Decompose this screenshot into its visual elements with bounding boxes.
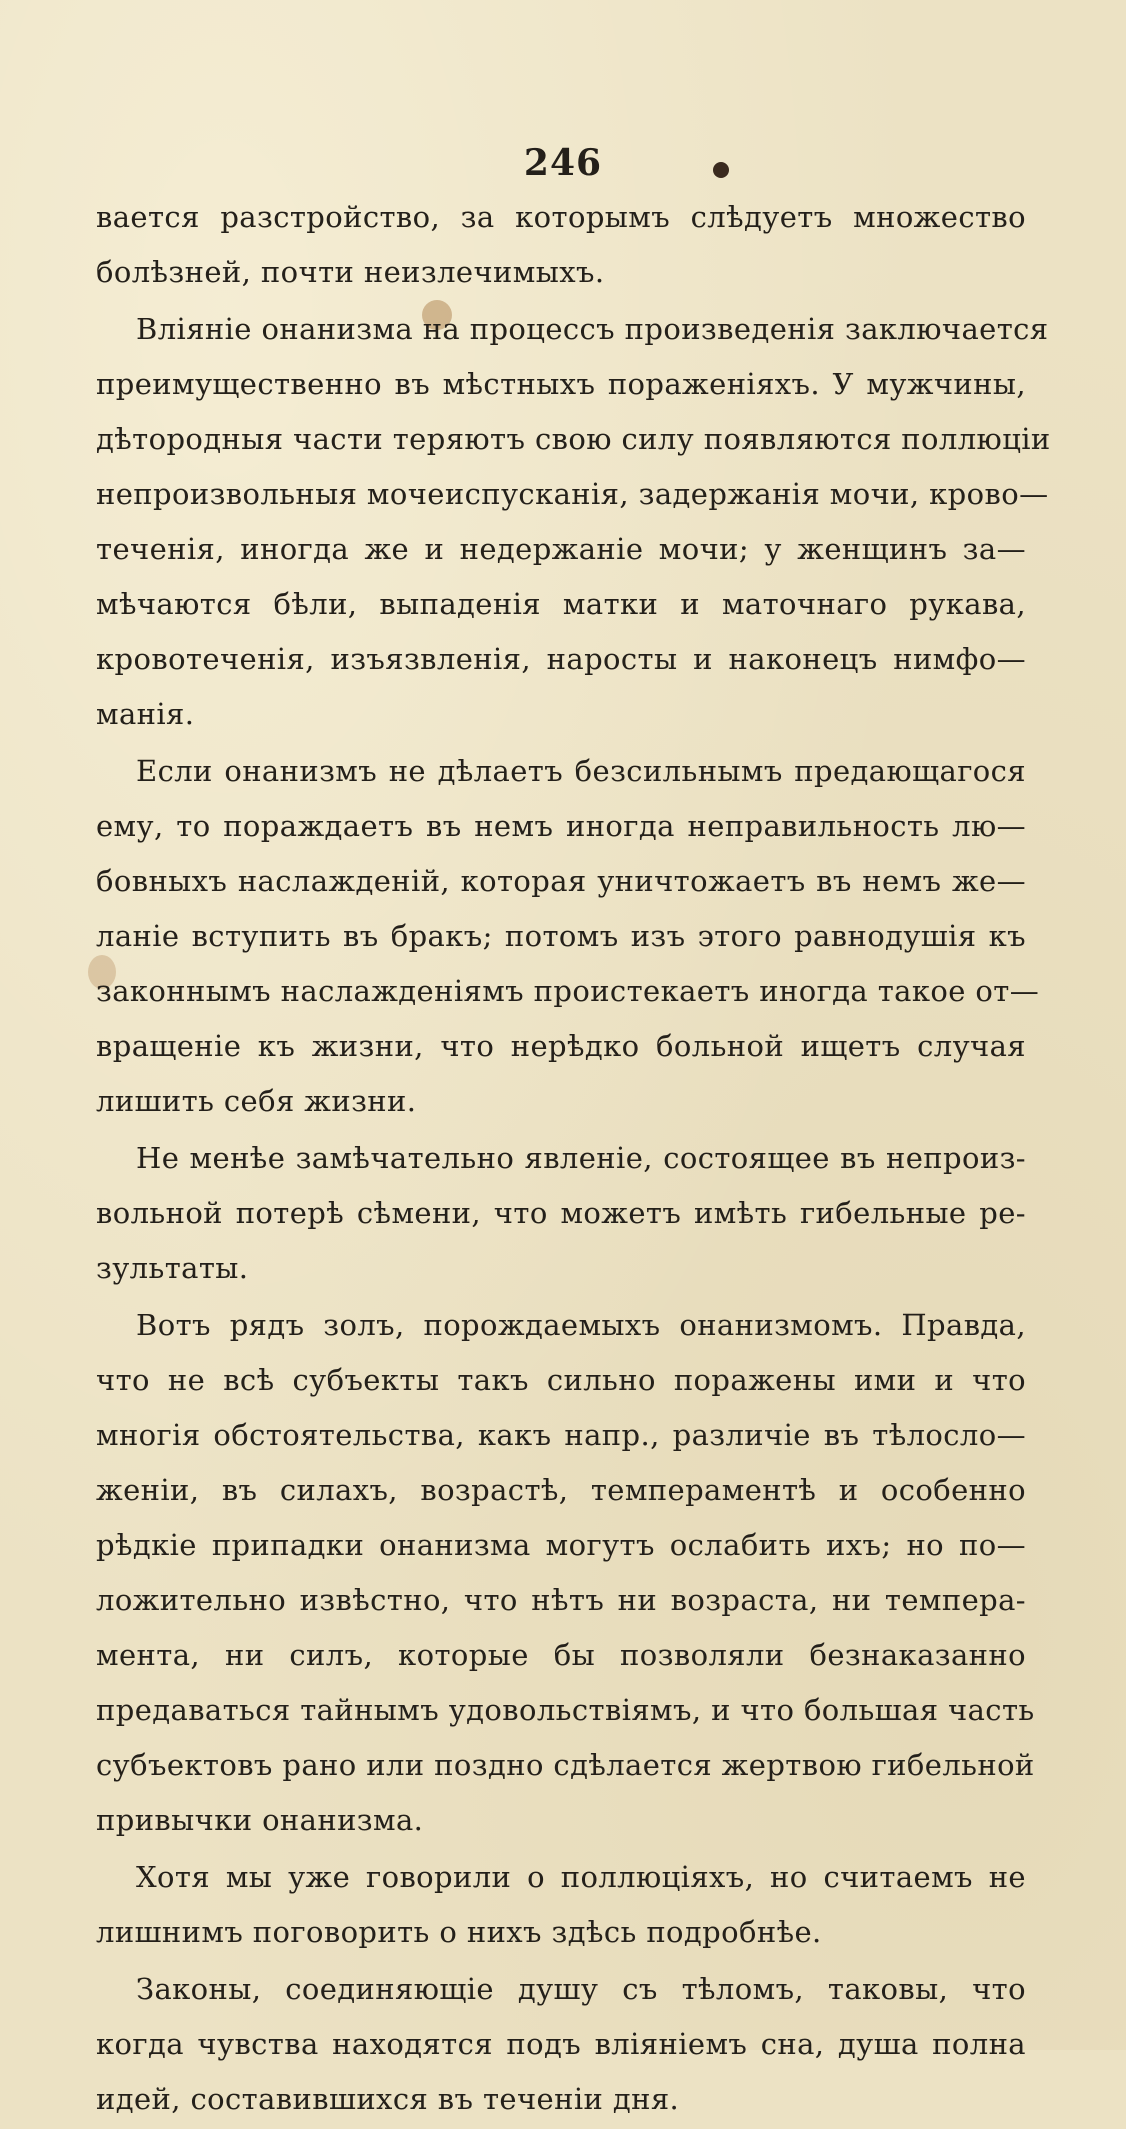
text-line: многія обстоятельства, какъ напр., различіе въ тѣлосло— <box>96 1418 1026 1452</box>
text-line: Вотъ рядъ золъ, порождаемыхъ онанизмомъ. Правда, <box>136 1308 1026 1342</box>
text-line: бовныхъ наслажденій, которая уничтожаетъ въ немъ же— <box>96 864 1026 898</box>
text-line: Вліяніе онанизма на процессъ произведенія заключается <box>136 312 1049 346</box>
text-line: Не менѣе замѣчательно явленіе, состоящее въ непроиз- <box>136 1141 1026 1175</box>
text-line: предаваться тайнымъ удовольствіямъ, и что большая часть <box>96 1693 1035 1727</box>
text-line: лишить себя жизни. <box>96 1084 417 1118</box>
text-line: идей, составившихся въ теченіи дня. <box>96 2082 680 2116</box>
text-line: дѣтородныя части теряютъ свою силу появляются поллюціи <box>96 422 1051 456</box>
text-line: теченія, иногда же и недержаніе мочи; у женщинъ за— <box>96 532 1026 566</box>
text-line: кровотеченія, изъязвленія, наросты и наконецъ нимфо— <box>96 642 1026 676</box>
paragraph <box>96 1962 1026 2127</box>
text-line: Хотя мы уже говорили о поллюціяхъ, но считаемъ не <box>136 1860 1026 1894</box>
text-line: Если онанизмъ не дѣлаетъ безсильнымъ предающагося <box>136 754 1026 788</box>
text-line: болѣзней, почти неизлечимыхъ. <box>96 255 605 289</box>
page-number: 246 <box>523 142 603 184</box>
text-line: Законы, соединяющіе душу съ тѣломъ, таковы, что <box>136 1972 1026 2006</box>
text-line: привычки онанизма. <box>96 1803 424 1837</box>
paragraph <box>96 744 1040 1129</box>
paragraph <box>96 190 1026 300</box>
text-line: вается разстройство, за которымъ слѣдуетъ множество <box>96 200 1026 234</box>
text-line: ему, то пораждаетъ въ немъ иногда неправильность лю— <box>96 809 1026 843</box>
text-line: мѣчаются бѣли, выпаденія матки и маточнаго рукава, <box>96 587 1026 621</box>
text-line: что не всѣ субъекты такъ сильно поражены ими и что <box>96 1363 1026 1397</box>
text-line: вольной потерѣ сѣмени, что можетъ имѣть гибельные ре- <box>96 1196 1026 1230</box>
text-line: когда чувства находятся подъ вліяніемъ сна, душа полна <box>96 2027 1026 2061</box>
paragraph <box>96 1298 1035 1848</box>
text-line: ложительно извѣстно, что нѣтъ ни возраста, ни темпера- <box>96 1583 1026 1617</box>
text-line: мента, ни силъ, которые бы позволяли безнаказанно <box>96 1638 1026 1672</box>
text-line: лишнимъ поговорить о нихъ здѣсь подробнѣе. <box>96 1915 822 1949</box>
text-line: непроизвольныя мочеиспусканія, задержанія мочи, крово— <box>96 477 1049 511</box>
text-line: вращеніе къ жизни, что нерѣдко больной ищетъ случая <box>96 1029 1026 1063</box>
text-line: зультаты. <box>96 1251 249 1285</box>
paragraph <box>96 1131 1026 1296</box>
text-line: преимущественно въ мѣстныхъ пораженіяхъ. У мужчины, <box>96 367 1026 401</box>
text-line: рѣдкіе припадки онанизма могутъ ослабить ихъ; но по— <box>96 1528 1026 1562</box>
body-text <box>96 190 1051 2129</box>
text-line: женіи, въ силахъ, возрастѣ, темпераментѣ и особенно <box>96 1473 1026 1507</box>
text-line: ланіе вступить въ бракъ; потомъ изъ этого равнодушія къ <box>96 919 1026 953</box>
text-line: законнымъ наслажденіямъ проистекаетъ иногда такое от— <box>96 974 1040 1008</box>
paragraph <box>96 302 1051 742</box>
text-line: манія. <box>96 697 195 731</box>
paragraph <box>96 1850 1026 1960</box>
text-line: субъектовъ рано или поздно сдѣлается жертвою гибельной <box>96 1748 1035 1782</box>
